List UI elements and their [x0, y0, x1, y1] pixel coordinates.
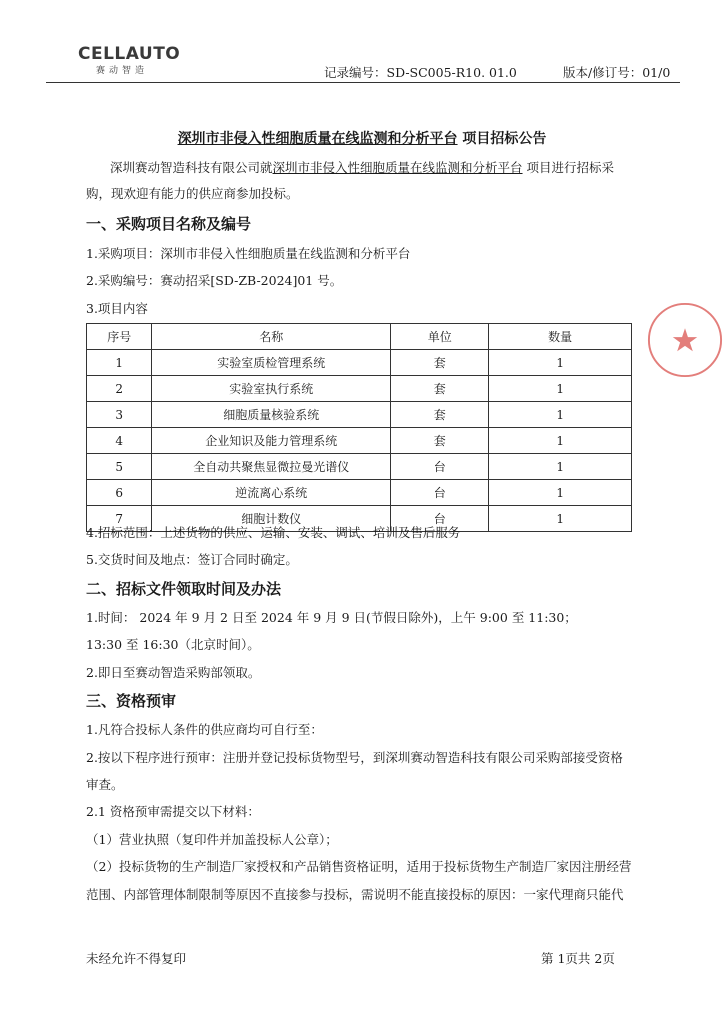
table-cell: 4: [87, 428, 152, 454]
section-3-line-7: 范围、内部管理体制限制等原因不直接参与投标，需说明不能直接投标的原因：一家代理商只能代: [86, 887, 624, 902]
section-2-line-2: 13:30 至 16:30（北京时间）。: [86, 637, 260, 652]
intro-project-name: 深圳市非侵入性细胞质量在线监测和分析平台: [272, 160, 523, 175]
title-suffix: 项目招标公告: [457, 131, 547, 147]
table-cell: 2: [87, 376, 152, 402]
section-1-item-2: 2.采购编号：赛动招采[SD-ZB-2024]01 号。: [86, 273, 343, 288]
title-project-name: 深圳市非侵入性细胞质量在线监测和分析平台: [177, 131, 458, 147]
section-3-line-5: （1）营业执照（复印件并加盖投标人公章）；: [86, 832, 338, 847]
table-row: [87, 454, 632, 480]
section-1-item-3: 3.项目内容: [86, 301, 148, 316]
section-3-line-4: 2.1 资格预审需提交以下材料：: [86, 804, 260, 819]
seal-star-icon: [673, 328, 697, 351]
intro-text: 深圳赛动智造科技有限公司就: [110, 160, 273, 175]
company-logo-subtext: 赛动智造: [96, 66, 149, 76]
table-header-cell: 序号: [87, 324, 152, 350]
table-cell: 1: [489, 402, 632, 428]
table-cell: 1: [489, 480, 632, 506]
company-logo: CELLAUTO: [78, 44, 181, 64]
table-header-cell: 名称: [152, 324, 391, 350]
page-number: 第 1页共 2页: [541, 951, 615, 966]
table-cell: 实验室执行系统: [152, 376, 391, 402]
table-header-cell: 数量: [489, 324, 632, 350]
table-row: [87, 376, 632, 402]
table-cell: 5: [87, 454, 152, 480]
table-header-row: [87, 324, 632, 350]
table-cell: 7: [87, 506, 152, 532]
table-cell: 1: [489, 506, 632, 532]
document-title: [0, 128, 724, 148]
intro-line-1: [110, 159, 614, 177]
section-1-item-4: 4.招标范围：上述货物的供应、运输、安装、调试、培训及售后服务: [86, 525, 461, 540]
header-divider: [46, 82, 680, 83]
table-cell: 台: [391, 480, 489, 506]
table-cell: 1: [489, 376, 632, 402]
table-row: [87, 350, 632, 376]
intro-line-2: 购，现欢迎有能力的供应商参加投标。: [86, 186, 299, 201]
table-cell: 企业知识及能力管理系统: [152, 428, 391, 454]
table-header-cell: 单位: [391, 324, 489, 350]
table-cell: 套: [391, 350, 489, 376]
section-3-line-1: 1.凡符合投标人条件的供应商均可自行至：: [86, 722, 323, 737]
table-cell: 台: [391, 454, 489, 480]
table-cell: 套: [391, 428, 489, 454]
section-3-heading: 三、资格预审: [86, 692, 177, 710]
section-2-heading: 二、招标文件领取时间及办法: [86, 580, 282, 598]
section-1-heading: 一、采购项目名称及编号: [86, 215, 252, 233]
table-cell: 1: [489, 454, 632, 480]
table-cell: 3: [87, 402, 152, 428]
version-number: 版本/修订号：01/0: [563, 65, 671, 80]
table-cell: 实验室质检管理系统: [152, 350, 391, 376]
table-cell: 细胞质量核验系统: [152, 402, 391, 428]
table-cell: 台: [391, 506, 489, 532]
section-3-line-6: （2）投标货物的生产制造厂家授权和产品销售资格证明，适用于投标货物生产制造厂家因注册经营: [86, 859, 632, 874]
table-cell: 1: [489, 350, 632, 376]
copy-notice: 未经允许不得复印: [86, 951, 187, 966]
table-row: [87, 402, 632, 428]
table-cell: 套: [391, 402, 489, 428]
table-cell: 全自动共聚焦显微拉曼光谱仪: [152, 454, 391, 480]
table-cell: 1: [87, 350, 152, 376]
project-items-table: [86, 323, 632, 532]
section-1-item-1: 1.采购项目：深圳市非侵入性细胞质量在线监测和分析平台: [86, 246, 411, 261]
table-cell: 套: [391, 376, 489, 402]
table-cell: 6: [87, 480, 152, 506]
company-seal-stamp: [646, 260, 724, 420]
section-2-line-1: 1.时间： 2024 年 9 月 2 日至 2024 年 9 月 9 日(节假日除外)，上午 9:00 至 11:30；: [86, 610, 577, 625]
table-row: [87, 480, 632, 506]
table-cell: 1: [489, 428, 632, 454]
section-3-line-3: 审查。: [86, 777, 124, 792]
table-cell: 细胞计数仪: [152, 506, 391, 532]
table-cell: 逆流离心系统: [152, 480, 391, 506]
section-2-line-3: 2.即日至赛动智造采购部领取。: [86, 665, 261, 680]
section-1-item-5: 5.交货时间及地点：签订合同时确定。: [86, 552, 298, 567]
table-row: [87, 428, 632, 454]
section-3-line-2: 2.按以下程序进行预审：注册并登记投标货物型号，到深圳赛动智造科技有限公司采购部接受资格: [86, 750, 623, 765]
record-number: 记录编号：SD-SC005-R10. 01.0: [324, 65, 517, 80]
intro-text-2: 项目进行招标采: [526, 160, 615, 175]
